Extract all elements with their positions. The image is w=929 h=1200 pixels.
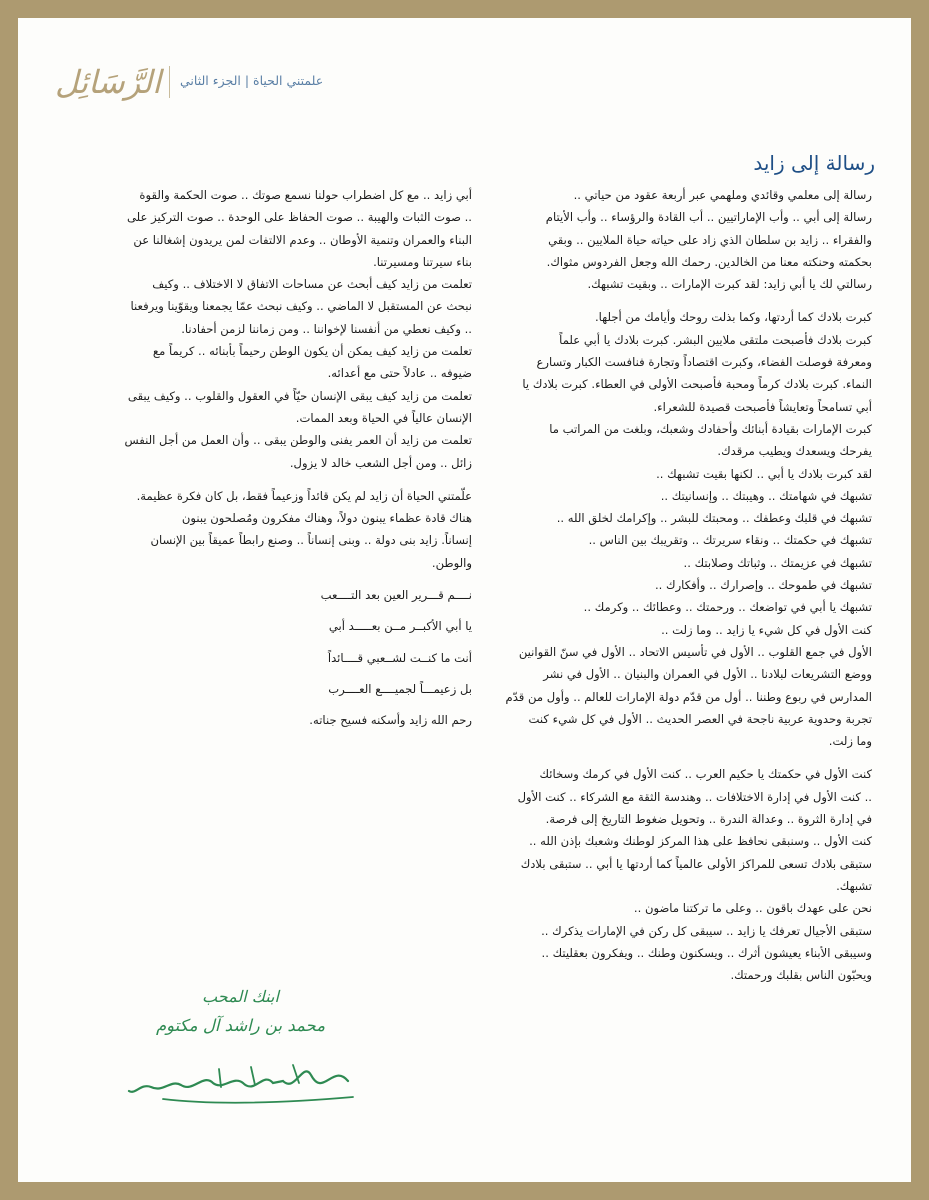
letter-line: المدارس في ربوع وطننا .. أول من قدّم دولة الإمارات للعالم .. وأول من قدّم bbox=[505, 689, 872, 704]
letter-line: والفقراء .. زايد بن سلطان الذي زاد على حياته حياة الملايين .. وبقي bbox=[548, 232, 872, 247]
paragraph-gap bbox=[479, 752, 872, 763]
letter-line: علّمتني الحياة أن زايد لم يكن قائداً وزعيماً فقط، بل كان فكرة عظيمة. bbox=[136, 488, 472, 503]
page-header bbox=[18, 18, 911, 118]
letter-line: البناء والعمران وتنمية الأوطان .. وعدم الالتفات لمن يريدون إشغالنا عن bbox=[133, 232, 472, 247]
letter-page bbox=[18, 18, 911, 1182]
letter-line: رسالة إلى أبي .. وأب الإماراتيين .. أب القادة والرؤساء .. وأب الأيتام bbox=[545, 210, 872, 225]
letter-line: زائل .. ومن أجل الشعب خالد لا يزول. bbox=[289, 455, 472, 470]
letter-line: تشبهك. bbox=[836, 878, 872, 893]
letter-line: النماء. كبرت بلادك كرماً ومحبة فأصبحت الأولى في العطاء. كبرت بلادك يا bbox=[522, 377, 872, 392]
handwritten-signature-icon bbox=[123, 1053, 363, 1113]
poem-line: يا أبي الأكبــر مــن بعـــــد أبي bbox=[328, 619, 472, 634]
letter-line: ستبقى بلادك تسعى للمراكز الأولى عالمياً كما أردتها يا أبي .. ستبقى بلادك bbox=[520, 856, 872, 871]
poem-line: بل زعيمـــاً لجميــــع العــــرب bbox=[328, 681, 472, 696]
letter-line: تعلمت من زايد كيف يبقى الإنسان حيّاً في العقول والقلوب .. وكيف يبقى bbox=[127, 388, 472, 403]
letter-line: .. صوت الثبات والهيبة .. صوت الحفاظ على الوحدة .. صوت التركيز على bbox=[126, 210, 472, 225]
signature-name: محمد بن راشد آل مكتوم bbox=[155, 1016, 326, 1035]
letter-line: تعلمت من زايد كيف يمكن أن يكون الوطن رحيماً بأبنائه .. كريماً مع bbox=[152, 344, 472, 359]
letter-line: تعلمت من زايد أن العمر يفنى والوطن يبقى .. وأن العمل من أجل النفس bbox=[124, 433, 472, 448]
letter-line: كنت الأول .. وسنبقى نحافظ على هذا المركز لوطنك وشعبك بإذن الله .. bbox=[529, 834, 872, 849]
letter-line: نبحث عن المستقبل لا الماضي .. وكيف نبحث عمّا يجمعنا ويقوّينا ويرفعنا bbox=[130, 299, 472, 314]
header-divider bbox=[169, 66, 170, 98]
letter-line: ووضع التشريعات لبلادنا .. الأول في العمران والبنيان .. الأول في نشر bbox=[543, 667, 872, 682]
poem-verses bbox=[121, 584, 472, 731]
letter-line: تشبهك في شهامتك .. وهيبتك .. وإنسانيتك .. bbox=[660, 488, 872, 503]
letter-line: هناك قادة عظماء يبنون دولاً، وهناك مفكرون ومُصلحون يبنون bbox=[181, 511, 472, 526]
letter-line: تشبهك في قلبك وعطفك .. ومحبتك للبشر .. وإكرامك لخلق الله .. bbox=[556, 511, 872, 526]
signature-closing: ابنك المحب bbox=[202, 987, 279, 1006]
letter-line: وسيبقى الأبناء يعيشون أثرك .. ويسكنون وطنك .. ويفكرون بعقليتك .. bbox=[541, 945, 872, 960]
letter-line: ومعرفة فوصلت الفضاء، وكبرت اقتصاداً وتجارة فنافست الكبار وتسارع bbox=[536, 355, 872, 370]
letter-title: رسالة إلى زايد bbox=[753, 151, 875, 175]
letter-line: كبرت بلادك كما أردتها، وكما بذلت روحك وأيامك من أجلها. bbox=[594, 310, 872, 325]
letter-line: بناء سيرتنا ومسيرتنا. bbox=[373, 254, 472, 269]
right-text-column bbox=[479, 184, 872, 986]
letter-line: أبي زايد .. مع كل اضطراب حولنا نسمع صوتك .. صوت الحكمة والقوة bbox=[139, 188, 472, 202]
letter-line: ويحبّون الناس بقلبك ورحمتك. bbox=[730, 968, 872, 983]
letter-line: رسالة إلى معلمي وقائدي وملهمي عبر أربعة عقود من حياتي .. bbox=[573, 188, 872, 202]
paragraph-gap bbox=[479, 295, 872, 306]
letter-line: كنت الأول في حكمتك يا حكيم العرب .. كنت الأول في كرمك وسخائك bbox=[539, 767, 872, 782]
letter-line: ستبقى الأجيال تعرفك يا زايد .. سيبقى كل ركن في الإمارات يذكرك .. bbox=[541, 923, 872, 938]
signature-block bbox=[103, 983, 378, 1133]
letter-line: تشبهك في طموحك .. وإصرارك .. وأفكارك .. bbox=[654, 578, 872, 593]
letter-line: لقد كبرت بلادك يا أبي .. لكنها بقيت تشبهك .. bbox=[656, 466, 872, 481]
letter-line: ضيوفه .. عادلاً حتى مع أعدائه. bbox=[327, 366, 472, 381]
letter-line: في إدارة الثروة .. وعدالة الندرة .. وتحويل ضغوط التاريخ إلى فرصة. bbox=[545, 812, 872, 827]
paragraph-gap bbox=[121, 474, 472, 485]
left-text-column bbox=[121, 184, 472, 741]
letter-line: كبرت بلادك فأصبحت ملتقى ملايين البشر. كبرت بلادك يا أبي علماً bbox=[559, 332, 872, 347]
letter-line: وما زلت. bbox=[828, 734, 872, 749]
letter-line: نحن على عهدك باقون .. وعلى ما تركتنا ماضون .. bbox=[633, 901, 872, 916]
letter-line: .. وكيف نعطي من أنفسنا لإخواننا .. ومن زماننا لزمن أحفادنا. bbox=[181, 321, 472, 336]
letter-line: الإنسان عالياً في الحياة وبعد الممات. bbox=[295, 410, 472, 425]
al-rasael-logo: الرَّسَائِل bbox=[55, 63, 161, 101]
letter-line: يفرحك ويسعدك ويطيب مرقدك. bbox=[717, 444, 872, 459]
poem-line: رحم الله زايد وأسكنه فسيح جناته. bbox=[309, 713, 472, 728]
letter-line: رسالتي لك يا أبي زايد: لقد كبرت الإمارات .. وبقيت تشبهك. bbox=[587, 277, 872, 292]
poem-line: نــــم قـــرير العين بعد التــــعب bbox=[320, 588, 472, 603]
letter-line: .. كنت الأول في إدارة الاختلافات .. وهندسة الثقة مع الشركاء .. كنت الأول bbox=[517, 789, 872, 804]
letter-line: كنت الأول في كل شيء يا زايد .. وما زلت .. bbox=[661, 622, 872, 637]
letter-line: بحكمته وحنكته معنا من الخالدين. رحمك الله وجعل الفردوس مثواك. bbox=[546, 254, 872, 269]
letter-line: الأول في جمع القلوب .. الأول في تأسيس الاتحاد .. الأول في سنّ القوانين bbox=[518, 644, 872, 659]
issue-label: علمتني الحياة | الجزء الثاني bbox=[180, 73, 324, 88]
letter-line: كبرت الإمارات بقيادة أبنائك وأحفادك وشعبك، وبلغت من المراتب ما bbox=[549, 421, 872, 436]
letter-line: إنساناً. زايد بنى دولة .. وبنى إنساناً .. وصنع رابطاً عميقاً بين الإنسان bbox=[150, 533, 472, 548]
letter-line: تعلمت من زايد كيف أبحث عن مساحات الاتفاق لا الاختلاف .. وكيف bbox=[152, 277, 472, 292]
poem-line: أنت ما كنــت لشــعبي قــــائداً bbox=[327, 650, 472, 665]
letter-line: تجربة وحدوية عربية ناجحة في العصر الحديث .. الأول في كل شيء كنت bbox=[528, 711, 872, 726]
letter-line: تشبهك في حكمتك .. ونقاء سريرتك .. وتقريبك بين الناس .. bbox=[588, 533, 872, 548]
letter-line: والوطن. bbox=[431, 555, 472, 570]
letter-line: أبي تسامحاً وتعايشاً فأصبحت قصيدة للشعراء. bbox=[653, 399, 872, 414]
letter-line: تشبهك يا أبي في تواضعك .. ورحمتك .. وعطائك .. وكرمك .. bbox=[583, 600, 872, 615]
letter-line: تشبهك في عزيمتك .. وثباتك وصلابتك .. bbox=[683, 555, 872, 570]
